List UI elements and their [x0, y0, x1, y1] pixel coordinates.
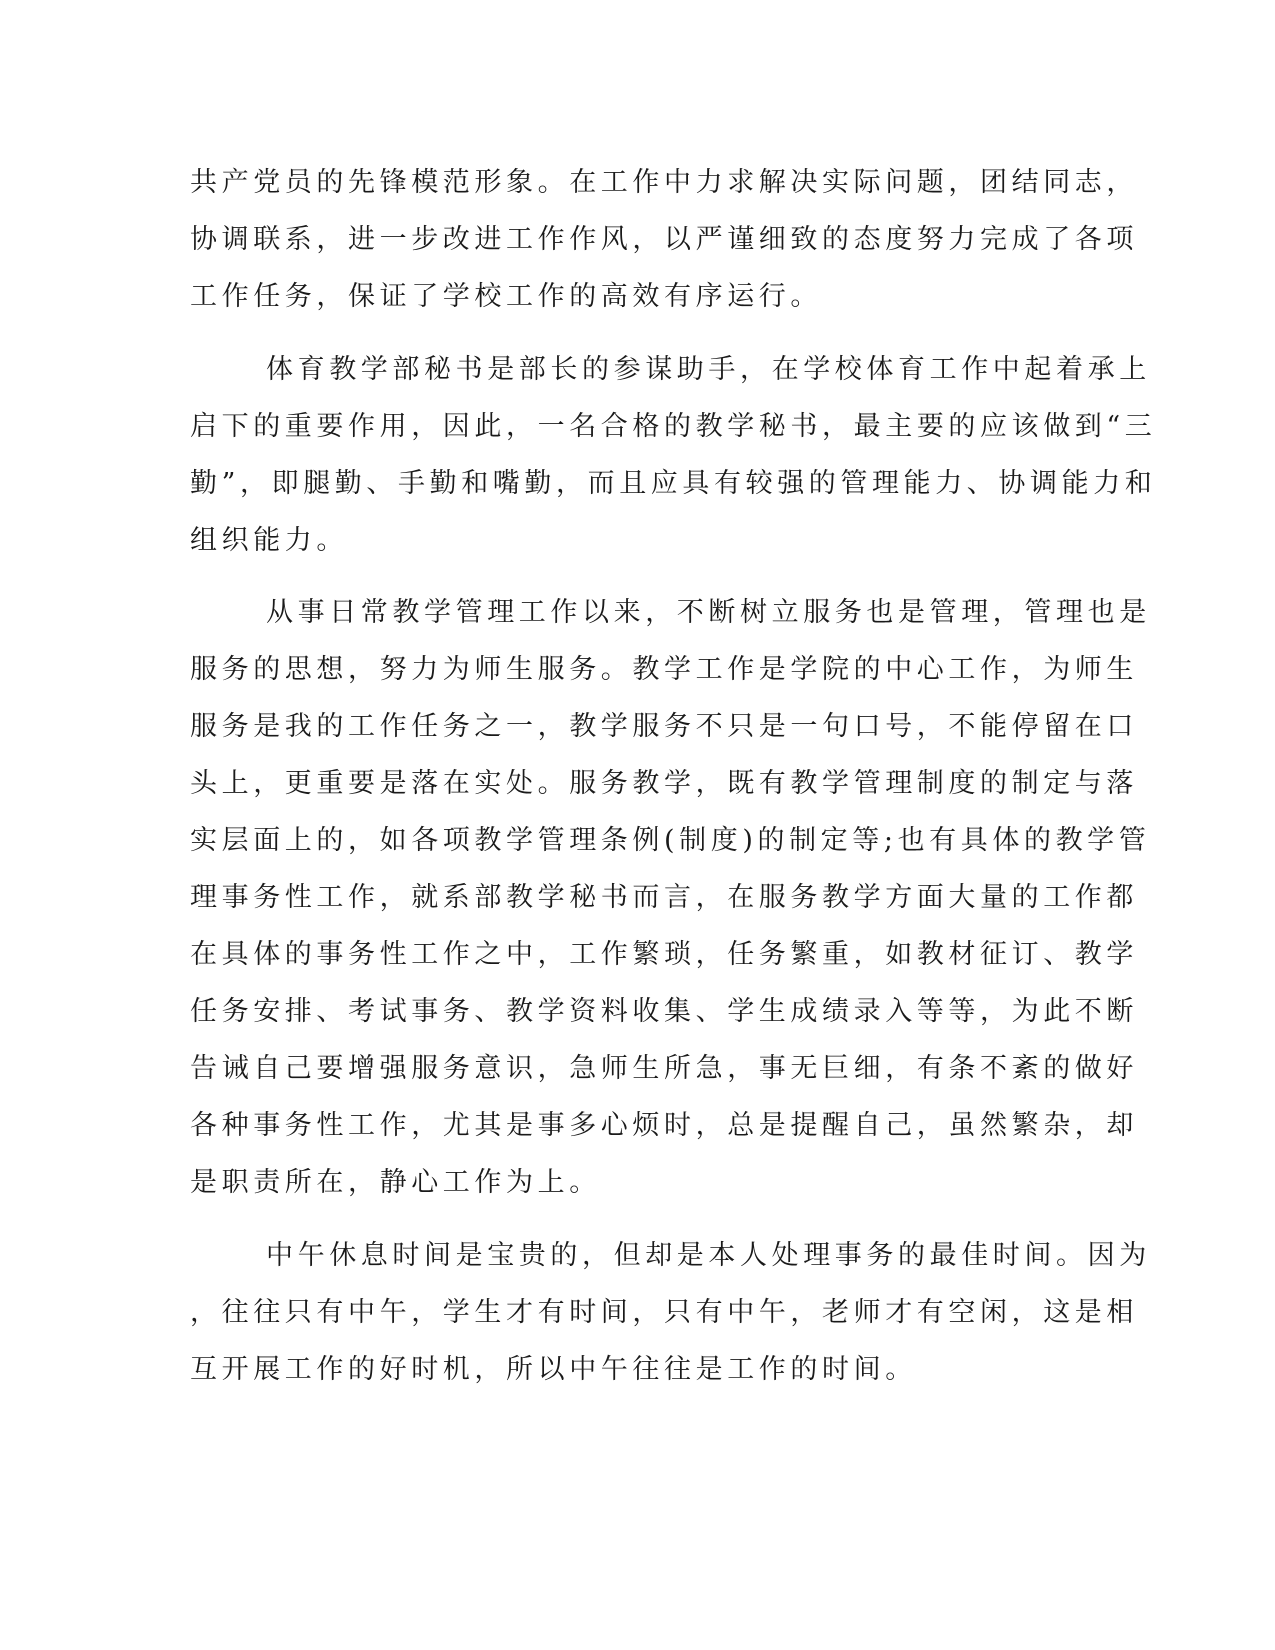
text-line: 组织能力。 — [190, 525, 348, 556]
text-line: 实层面上的，如各项教学管理条例(制度)的制定等;也有具体的教学管 — [190, 825, 1151, 856]
text-line: 各种事务性工作，尤其是事多心烦时，总是提醒自己，虽然繁杂，却 — [190, 1110, 1138, 1141]
text-line: 从事日常教学管理工作以来，不断树立服务也是管理，管理也是 — [266, 597, 1151, 628]
text-line: 头上，更重要是落在实处。服务教学，既有教学管理制度的制定与落 — [190, 768, 1138, 799]
text-line: 勤”，即腿勤、手勤和嘴勤，而且应具有较强的管理能力、协调能力和 — [190, 468, 1157, 499]
text-line: 告诫自己要增强服务意识，急师生所急，事无巨细，有条不紊的做好 — [190, 1053, 1138, 1084]
text-line: 任务安排、考试事务、教学资料收集、学生成绩录入等等，为此不断 — [190, 996, 1138, 1027]
text-line: 互开展工作的好时机，所以中午往往是工作的时间。 — [190, 1354, 917, 1385]
text-line: 体育教学部秘书是部长的参谋助手，在学校体育工作中起着承上 — [266, 354, 1151, 385]
text-line: 在具体的事务性工作之中，工作繁琐，任务繁重，如教材征订、教学 — [190, 939, 1138, 970]
text-line: 是职责所在，静心工作为上。 — [190, 1167, 601, 1198]
text-line: 协调联系，进一步改进工作作风，以严谨细致的态度努力完成了各项 — [190, 224, 1138, 255]
text-line: ，往往只有中午，学生才有时间，只有中午，老师才有空闲，这是相 — [190, 1297, 1138, 1328]
text-line: 服务是我的工作任务之一，教学服务不只是一句口号，不能停留在口 — [190, 711, 1138, 742]
text-line: 工作任务，保证了学校工作的高效有序运行。 — [190, 281, 822, 312]
text-line: 启下的重要作用，因此，一名合格的教学秘书，最主要的应该做到“三 — [190, 411, 1157, 442]
text-line: 共产党员的先锋模范形象。在工作中力求解决实际问题，团结同志， — [190, 167, 1138, 198]
text-line: 中午休息时间是宝贵的，但却是本人处理事务的最佳时间。因为 — [266, 1240, 1151, 1271]
text-line: 理事务性工作，就系部教学秘书而言，在服务教学方面大量的工作都 — [190, 882, 1138, 913]
text-line: 服务的思想，努力为师生服务。教学工作是学院的中心工作，为师生 — [190, 654, 1138, 685]
